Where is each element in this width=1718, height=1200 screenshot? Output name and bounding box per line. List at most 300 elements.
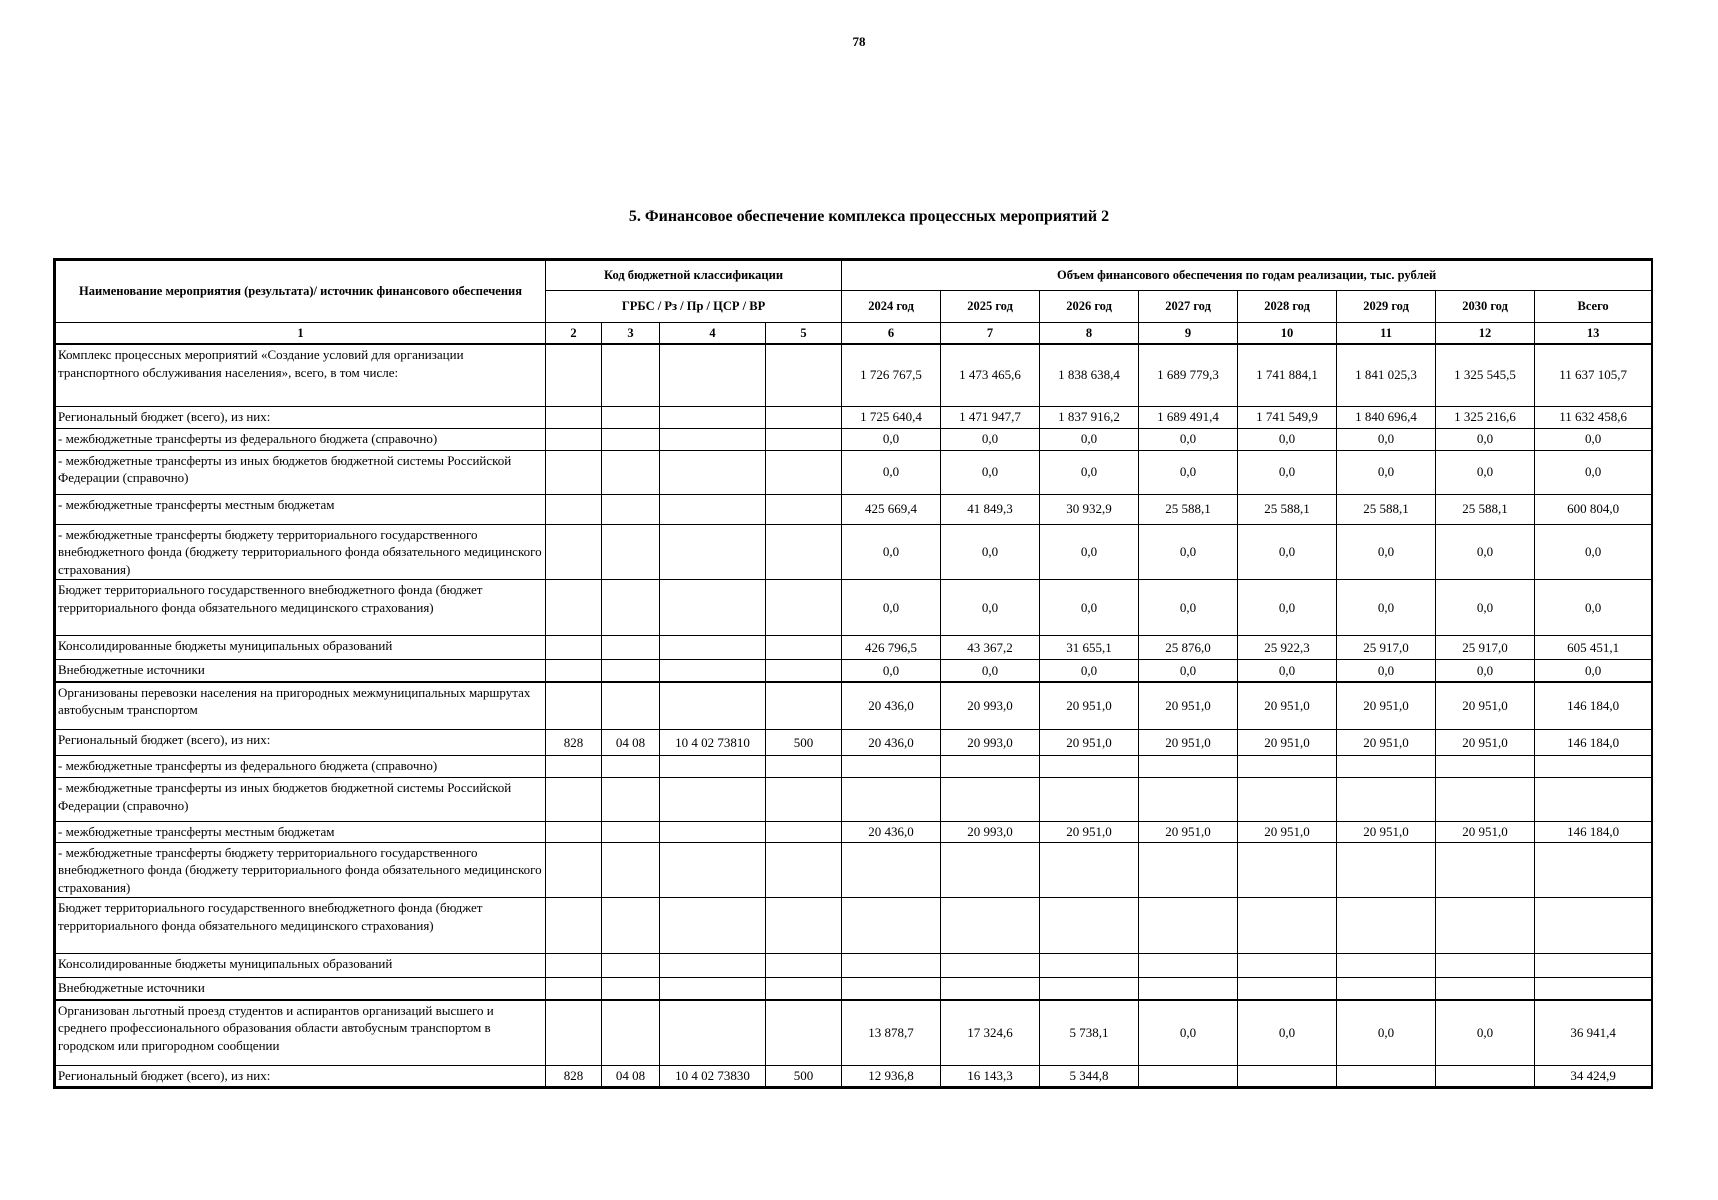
code-csr bbox=[660, 524, 766, 580]
code-csr bbox=[660, 1000, 766, 1066]
value-year: 0,0 bbox=[941, 660, 1040, 682]
value-year bbox=[941, 842, 1040, 898]
code-rz-pr bbox=[602, 842, 660, 898]
code-grbs bbox=[546, 344, 602, 406]
value-year: 1 689 779,3 bbox=[1139, 344, 1238, 406]
value-year: 20 993,0 bbox=[941, 730, 1040, 756]
value-year: 12 936,8 bbox=[842, 1066, 941, 1087]
value-year: 0,0 bbox=[1436, 428, 1535, 450]
value-year bbox=[1238, 978, 1337, 1000]
code-csr bbox=[660, 978, 766, 1000]
table-row bbox=[56, 636, 1652, 660]
value-year: 20 951,0 bbox=[1238, 822, 1337, 843]
value-year: 16 143,3 bbox=[941, 1066, 1040, 1087]
code-rz-pr bbox=[602, 428, 660, 450]
value-year: 1 838 638,4 bbox=[1040, 344, 1139, 406]
code-grbs bbox=[546, 954, 602, 978]
column-number: 11 bbox=[1337, 323, 1436, 345]
code-vr bbox=[766, 842, 842, 898]
code-csr bbox=[660, 898, 766, 954]
value-year: 1 689 491,4 bbox=[1139, 406, 1238, 428]
header-year: 2028 год bbox=[1238, 291, 1337, 323]
code-grbs bbox=[546, 660, 602, 682]
value-year: 0,0 bbox=[1040, 450, 1139, 494]
value-year bbox=[941, 978, 1040, 1000]
value-year bbox=[941, 778, 1040, 822]
code-csr: 10 4 02 73830 bbox=[660, 1066, 766, 1087]
table-row bbox=[56, 660, 1652, 682]
value-year: 13 878,7 bbox=[842, 1000, 941, 1066]
value-year: 0,0 bbox=[941, 428, 1040, 450]
code-grbs bbox=[546, 822, 602, 843]
value-year bbox=[1238, 756, 1337, 778]
value-year bbox=[1337, 954, 1436, 978]
value-year: 31 655,1 bbox=[1040, 636, 1139, 660]
value-year: 0,0 bbox=[842, 524, 941, 580]
value-year bbox=[1337, 978, 1436, 1000]
value-year: 426 796,5 bbox=[842, 636, 941, 660]
value-year bbox=[842, 778, 941, 822]
value-year: 0,0 bbox=[1238, 428, 1337, 450]
table-row bbox=[56, 450, 1652, 494]
code-csr bbox=[660, 822, 766, 843]
value-year: 20 951,0 bbox=[1238, 730, 1337, 756]
value-total: 146 184,0 bbox=[1535, 682, 1652, 730]
value-year: 0,0 bbox=[1436, 580, 1535, 636]
value-year bbox=[1139, 898, 1238, 954]
code-vr bbox=[766, 954, 842, 978]
code-vr bbox=[766, 428, 842, 450]
column-number: 3 bbox=[602, 323, 660, 345]
header-total: Всего bbox=[1535, 291, 1652, 323]
value-total bbox=[1535, 898, 1652, 954]
financing-table-container bbox=[53, 258, 1653, 1089]
row-name: - межбюджетные трансферты из иных бюджетов бюджетной системы Российской Федерации (справочно) bbox=[56, 450, 546, 494]
code-csr bbox=[660, 842, 766, 898]
code-vr bbox=[766, 778, 842, 822]
value-year: 0,0 bbox=[941, 524, 1040, 580]
value-total: 11 637 105,7 bbox=[1535, 344, 1652, 406]
column-number: 12 bbox=[1436, 323, 1535, 345]
value-year: 0,0 bbox=[842, 428, 941, 450]
code-rz-pr bbox=[602, 450, 660, 494]
header-year: 2025 год bbox=[941, 291, 1040, 323]
header-year: 2026 год bbox=[1040, 291, 1139, 323]
value-year: 20 951,0 bbox=[1436, 730, 1535, 756]
value-year: 0,0 bbox=[1139, 1000, 1238, 1066]
header-volume-group: Объем финансового обеспечения по годам реализации, тыс. рублей bbox=[842, 261, 1652, 291]
value-year: 20 436,0 bbox=[842, 682, 941, 730]
table-row bbox=[56, 1066, 1652, 1087]
value-year: 0,0 bbox=[941, 580, 1040, 636]
value-year bbox=[1139, 978, 1238, 1000]
value-year: 0,0 bbox=[1238, 450, 1337, 494]
code-vr bbox=[766, 344, 842, 406]
code-csr bbox=[660, 428, 766, 450]
value-year: 0,0 bbox=[1337, 660, 1436, 682]
value-year: 20 436,0 bbox=[842, 730, 941, 756]
value-total bbox=[1535, 978, 1652, 1000]
code-vr bbox=[766, 1000, 842, 1066]
value-year: 20 951,0 bbox=[1040, 682, 1139, 730]
row-name: - межбюджетные трансферты местным бюджетам bbox=[56, 494, 546, 524]
value-year: 0,0 bbox=[1238, 1000, 1337, 1066]
value-year: 20 951,0 bbox=[1337, 730, 1436, 756]
code-vr bbox=[766, 494, 842, 524]
code-vr bbox=[766, 636, 842, 660]
value-year bbox=[1139, 778, 1238, 822]
value-total: 600 804,0 bbox=[1535, 494, 1652, 524]
value-year: 1 325 545,5 bbox=[1436, 344, 1535, 406]
code-vr bbox=[766, 450, 842, 494]
value-year: 425 669,4 bbox=[842, 494, 941, 524]
table-row bbox=[56, 898, 1652, 954]
value-year: 0,0 bbox=[1337, 1000, 1436, 1066]
code-csr bbox=[660, 954, 766, 978]
value-year: 0,0 bbox=[1139, 524, 1238, 580]
value-year: 0,0 bbox=[1436, 450, 1535, 494]
value-year: 0,0 bbox=[1436, 660, 1535, 682]
value-total: 146 184,0 bbox=[1535, 730, 1652, 756]
code-rz-pr bbox=[602, 406, 660, 428]
code-grbs: 828 bbox=[546, 1066, 602, 1087]
value-year: 20 951,0 bbox=[1139, 822, 1238, 843]
code-rz-pr bbox=[602, 978, 660, 1000]
row-name: Региональный бюджет (всего), из них: bbox=[56, 730, 546, 756]
code-grbs: 828 bbox=[546, 730, 602, 756]
code-csr bbox=[660, 778, 766, 822]
value-year bbox=[842, 954, 941, 978]
value-year: 20 951,0 bbox=[1040, 730, 1139, 756]
value-year: 0,0 bbox=[1139, 660, 1238, 682]
value-year: 0,0 bbox=[1436, 524, 1535, 580]
header-code-group: Код бюджетной классификации bbox=[546, 261, 842, 291]
row-name: - межбюджетные трансферты местным бюджетам bbox=[56, 822, 546, 843]
table-row bbox=[56, 406, 1652, 428]
value-year bbox=[1040, 978, 1139, 1000]
value-year: 25 876,0 bbox=[1139, 636, 1238, 660]
value-year: 1 837 916,2 bbox=[1040, 406, 1139, 428]
row-name: Организованы перевозки населения на пригородных межмуниципальных маршрутах автобусным транспортом bbox=[56, 682, 546, 730]
code-vr: 500 bbox=[766, 1066, 842, 1087]
code-vr bbox=[766, 682, 842, 730]
value-year: 41 849,3 bbox=[941, 494, 1040, 524]
code-rz-pr bbox=[602, 494, 660, 524]
value-year bbox=[1040, 954, 1139, 978]
code-grbs bbox=[546, 778, 602, 822]
value-year bbox=[842, 978, 941, 1000]
value-year bbox=[1337, 778, 1436, 822]
value-year: 0,0 bbox=[1139, 580, 1238, 636]
header-year: 2027 год bbox=[1139, 291, 1238, 323]
value-year bbox=[1436, 842, 1535, 898]
code-csr bbox=[660, 494, 766, 524]
value-year: 20 993,0 bbox=[941, 822, 1040, 843]
value-year: 0,0 bbox=[1040, 580, 1139, 636]
value-year: 1 840 696,4 bbox=[1337, 406, 1436, 428]
row-name: Консолидированные бюджеты муниципальных образований bbox=[56, 954, 546, 978]
value-year bbox=[941, 898, 1040, 954]
code-grbs bbox=[546, 450, 602, 494]
value-total: 36 941,4 bbox=[1535, 1000, 1652, 1066]
code-grbs bbox=[546, 494, 602, 524]
row-name: Бюджет территориального государственного внебюджетного фонда (бюджет территориального фонда обязательного медицинского страхования) bbox=[56, 580, 546, 636]
row-name: Комплекс процессных мероприятий «Создание условий для организации транспортного обслуживания населения», всего, в том числе: bbox=[56, 344, 546, 406]
code-grbs bbox=[546, 406, 602, 428]
row-name: - межбюджетные трансферты бюджету территориального государственного внебюджетного фонда (бюджету территориального фонда обязательного медицинского страхования) bbox=[56, 842, 546, 898]
table-row bbox=[56, 1000, 1652, 1066]
table-row bbox=[56, 524, 1652, 580]
column-number: 4 bbox=[660, 323, 766, 345]
value-year: 0,0 bbox=[1139, 450, 1238, 494]
value-year: 0,0 bbox=[1436, 1000, 1535, 1066]
value-year: 0,0 bbox=[1337, 580, 1436, 636]
table-row bbox=[56, 756, 1652, 778]
code-grbs bbox=[546, 682, 602, 730]
code-rz-pr bbox=[602, 580, 660, 636]
value-year: 0,0 bbox=[1337, 524, 1436, 580]
code-csr: 10 4 02 73810 bbox=[660, 730, 766, 756]
value-year bbox=[1337, 898, 1436, 954]
page-number: 78 bbox=[852, 34, 866, 49]
code-grbs bbox=[546, 580, 602, 636]
value-year bbox=[1040, 842, 1139, 898]
code-grbs bbox=[546, 756, 602, 778]
value-year bbox=[1040, 756, 1139, 778]
value-year: 20 436,0 bbox=[842, 822, 941, 843]
code-rz-pr bbox=[602, 682, 660, 730]
value-year: 1 741 884,1 bbox=[1238, 344, 1337, 406]
value-year: 20 951,0 bbox=[1139, 682, 1238, 730]
value-year: 0,0 bbox=[1238, 524, 1337, 580]
code-grbs bbox=[546, 428, 602, 450]
value-year: 1 471 947,7 bbox=[941, 406, 1040, 428]
code-rz-pr bbox=[602, 756, 660, 778]
value-year bbox=[1139, 842, 1238, 898]
value-total bbox=[1535, 954, 1652, 978]
code-rz-pr bbox=[602, 636, 660, 660]
value-total: 0,0 bbox=[1535, 428, 1652, 450]
value-year bbox=[842, 756, 941, 778]
row-name: Бюджет территориального государственного внебюджетного фонда (бюджет территориального фонда обязательного медицинского страхования) bbox=[56, 898, 546, 954]
value-year: 20 951,0 bbox=[1238, 682, 1337, 730]
table-row bbox=[56, 822, 1652, 843]
value-year: 20 951,0 bbox=[1337, 682, 1436, 730]
value-year bbox=[1040, 778, 1139, 822]
code-csr bbox=[660, 756, 766, 778]
code-rz-pr bbox=[602, 344, 660, 406]
header-code-sub: ГРБС / Рз / Пр / ЦСР / ВР bbox=[546, 291, 842, 323]
code-grbs bbox=[546, 1000, 602, 1066]
value-year: 5 344,8 bbox=[1040, 1066, 1139, 1087]
header-year: 2029 год bbox=[1337, 291, 1436, 323]
value-year bbox=[1436, 978, 1535, 1000]
value-year bbox=[941, 954, 1040, 978]
value-year: 0,0 bbox=[842, 660, 941, 682]
value-year bbox=[1238, 954, 1337, 978]
document-title: 5. Финансовое обеспечение комплекса процессных мероприятий 2 bbox=[628, 208, 1110, 225]
column-number: 1 bbox=[56, 323, 546, 345]
code-vr bbox=[766, 822, 842, 843]
row-name: - межбюджетные трансферты из федерального бюджета (справочно) bbox=[56, 756, 546, 778]
row-name: Консолидированные бюджеты муниципальных образований bbox=[56, 636, 546, 660]
code-rz-pr bbox=[602, 660, 660, 682]
code-grbs bbox=[546, 842, 602, 898]
value-year: 1 725 640,4 bbox=[842, 406, 941, 428]
value-year: 0,0 bbox=[842, 580, 941, 636]
value-total bbox=[1535, 756, 1652, 778]
value-year: 0,0 bbox=[1040, 524, 1139, 580]
code-vr bbox=[766, 756, 842, 778]
value-year bbox=[1436, 778, 1535, 822]
value-year: 0,0 bbox=[1139, 428, 1238, 450]
value-year: 1 325 216,6 bbox=[1436, 406, 1535, 428]
code-rz-pr bbox=[602, 954, 660, 978]
value-year bbox=[1139, 954, 1238, 978]
column-number: 9 bbox=[1139, 323, 1238, 345]
code-rz-pr bbox=[602, 898, 660, 954]
value-year: 25 917,0 bbox=[1436, 636, 1535, 660]
code-rz-pr bbox=[602, 822, 660, 843]
value-year: 20 951,0 bbox=[1040, 822, 1139, 843]
code-csr bbox=[660, 406, 766, 428]
table-row bbox=[56, 842, 1652, 898]
value-year: 0,0 bbox=[1238, 580, 1337, 636]
value-year: 25 588,1 bbox=[1436, 494, 1535, 524]
value-year: 1 473 465,6 bbox=[941, 344, 1040, 406]
code-vr bbox=[766, 524, 842, 580]
table-row bbox=[56, 978, 1652, 1000]
row-name: Внебюджетные источники bbox=[56, 978, 546, 1000]
header-name: Наименование мероприятия (результата)/ источник финансового обеспечения bbox=[56, 261, 546, 323]
column-number: 8 bbox=[1040, 323, 1139, 345]
value-year bbox=[842, 842, 941, 898]
value-total: 605 451,1 bbox=[1535, 636, 1652, 660]
value-year: 1 841 025,3 bbox=[1337, 344, 1436, 406]
financing-table bbox=[55, 260, 1652, 1087]
value-year bbox=[941, 756, 1040, 778]
value-total bbox=[1535, 842, 1652, 898]
value-year: 0,0 bbox=[1337, 450, 1436, 494]
code-vr bbox=[766, 898, 842, 954]
value-year: 0,0 bbox=[1040, 660, 1139, 682]
code-csr bbox=[660, 580, 766, 636]
code-vr: 500 bbox=[766, 730, 842, 756]
value-year: 20 993,0 bbox=[941, 682, 1040, 730]
code-vr bbox=[766, 660, 842, 682]
table-row bbox=[56, 344, 1652, 406]
value-year bbox=[1337, 842, 1436, 898]
code-grbs bbox=[546, 898, 602, 954]
value-total: 0,0 bbox=[1535, 580, 1652, 636]
code-vr bbox=[766, 406, 842, 428]
value-total: 146 184,0 bbox=[1535, 822, 1652, 843]
code-csr bbox=[660, 450, 766, 494]
value-year: 17 324,6 bbox=[941, 1000, 1040, 1066]
table-row bbox=[56, 778, 1652, 822]
value-year: 0,0 bbox=[842, 450, 941, 494]
value-year bbox=[1337, 1066, 1436, 1087]
table-row bbox=[56, 428, 1652, 450]
value-total bbox=[1535, 778, 1652, 822]
value-year bbox=[1238, 778, 1337, 822]
code-rz-pr: 04 08 bbox=[602, 730, 660, 756]
value-year: 25 922,3 bbox=[1238, 636, 1337, 660]
column-number: 13 bbox=[1535, 323, 1652, 345]
code-rz-pr bbox=[602, 1000, 660, 1066]
value-year bbox=[1436, 1066, 1535, 1087]
row-name: Внебюджетные источники bbox=[56, 660, 546, 682]
value-year: 25 588,1 bbox=[1238, 494, 1337, 524]
value-year: 25 588,1 bbox=[1337, 494, 1436, 524]
value-year: 0,0 bbox=[1238, 660, 1337, 682]
value-total: 11 632 458,6 bbox=[1535, 406, 1652, 428]
column-number: 6 bbox=[842, 323, 941, 345]
row-name: - межбюджетные трансферты бюджету территориального государственного внебюджетного фонда (бюджету территориального фонда обязательного медицинского страхования) bbox=[56, 524, 546, 580]
value-year: 0,0 bbox=[941, 450, 1040, 494]
code-csr bbox=[660, 660, 766, 682]
code-vr bbox=[766, 978, 842, 1000]
value-year: 25 588,1 bbox=[1139, 494, 1238, 524]
value-year: 0,0 bbox=[1337, 428, 1436, 450]
value-year: 20 951,0 bbox=[1436, 682, 1535, 730]
value-year: 20 951,0 bbox=[1139, 730, 1238, 756]
value-total: 0,0 bbox=[1535, 524, 1652, 580]
value-year bbox=[1139, 756, 1238, 778]
code-csr bbox=[660, 682, 766, 730]
code-grbs bbox=[546, 524, 602, 580]
table-row bbox=[56, 580, 1652, 636]
code-grbs bbox=[546, 636, 602, 660]
code-rz-pr bbox=[602, 778, 660, 822]
table-row bbox=[56, 954, 1652, 978]
header-year: 2024 год bbox=[842, 291, 941, 323]
table-row bbox=[56, 682, 1652, 730]
column-number: 7 bbox=[941, 323, 1040, 345]
code-csr bbox=[660, 344, 766, 406]
value-year bbox=[1436, 756, 1535, 778]
value-year: 1 741 549,9 bbox=[1238, 406, 1337, 428]
value-total: 0,0 bbox=[1535, 660, 1652, 682]
code-rz-pr: 04 08 bbox=[602, 1066, 660, 1087]
code-csr bbox=[660, 636, 766, 660]
value-year: 25 917,0 bbox=[1337, 636, 1436, 660]
code-grbs bbox=[546, 978, 602, 1000]
row-name: Региональный бюджет (всего), из них: bbox=[56, 406, 546, 428]
column-number: 5 bbox=[766, 323, 842, 345]
table-body bbox=[56, 344, 1652, 1086]
value-year bbox=[1238, 842, 1337, 898]
value-year bbox=[1238, 1066, 1337, 1087]
code-vr bbox=[766, 580, 842, 636]
value-year bbox=[1337, 756, 1436, 778]
value-year: 1 726 767,5 bbox=[842, 344, 941, 406]
value-total: 34 424,9 bbox=[1535, 1066, 1652, 1087]
value-year: 30 932,9 bbox=[1040, 494, 1139, 524]
value-year bbox=[1040, 898, 1139, 954]
value-year: 5 738,1 bbox=[1040, 1000, 1139, 1066]
row-name: - межбюджетные трансферты из федерального бюджета (справочно) bbox=[56, 428, 546, 450]
header-year: 2030 год bbox=[1436, 291, 1535, 323]
column-number: 2 bbox=[546, 323, 602, 345]
table-row bbox=[56, 730, 1652, 756]
value-year: 0,0 bbox=[1040, 428, 1139, 450]
row-name: Организован льготный проезд студентов и аспирантов организаций высшего и среднего профессионального образования области автобусным транспортом в городском или пригородном сообщении bbox=[56, 1000, 546, 1066]
value-year bbox=[1238, 898, 1337, 954]
value-total: 0,0 bbox=[1535, 450, 1652, 494]
code-rz-pr bbox=[602, 524, 660, 580]
value-year bbox=[1436, 898, 1535, 954]
